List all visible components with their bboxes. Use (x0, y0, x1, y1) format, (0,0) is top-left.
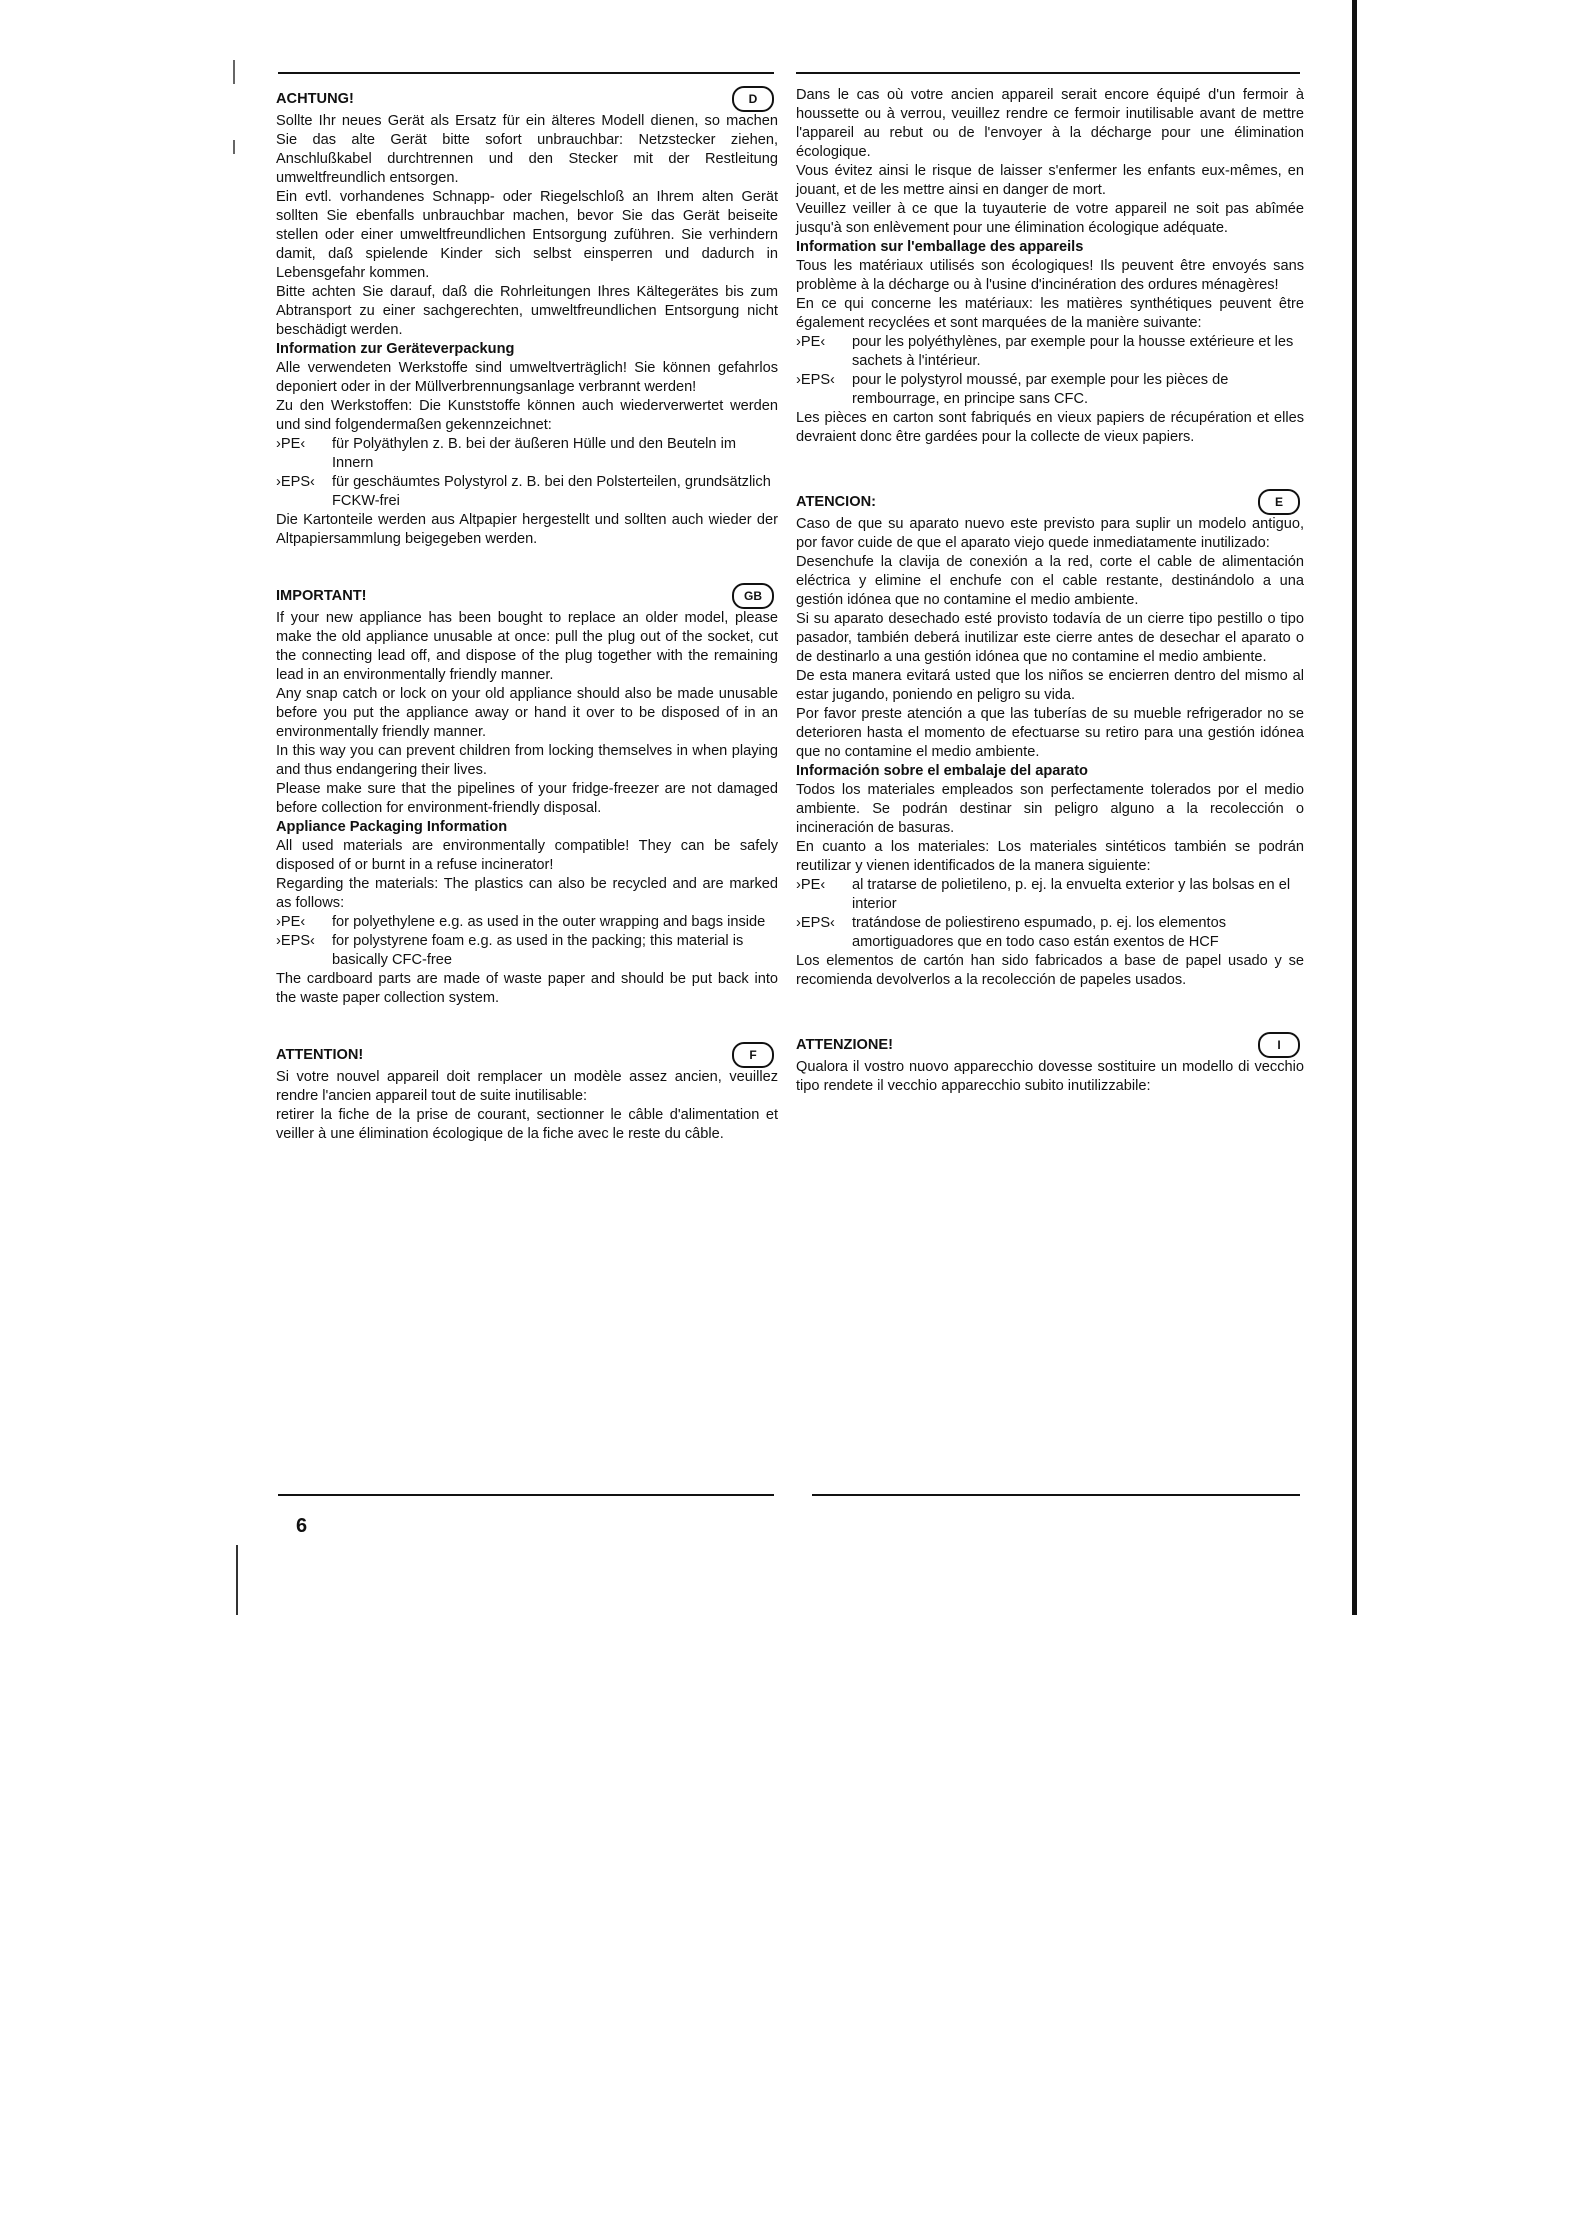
paragraph: The cardboard parts are made of waste paper and should be put back into the waste paper collection system. (276, 971, 778, 1006)
packaging-heading: Appliance Packaging Information (276, 819, 508, 835)
language-badge: E (1258, 489, 1300, 515)
language-badge: D (732, 86, 774, 112)
list-item (276, 913, 778, 932)
paragraph: Por favor preste atención a que las tuberías de su mueble refrigerador no se deterioren hasta el momento de efectuarse su retiro para una gestión idónea que no contamine el medio ambiente. (796, 706, 1304, 760)
left-column (276, 86, 778, 1144)
material-tag: ›EPS‹ (796, 915, 835, 931)
scan-edge-line (236, 1545, 238, 1615)
language-badge: I (1258, 1032, 1300, 1058)
paragraph: Desenchufe la clavija de conexión a la red, corte el cable de alimentación eléctrica y elimine el enchufe con el cable restante, destinándolo a una gestión idónea que no contamine el medio ambiente. (796, 554, 1304, 608)
paragraph: Los elementos de cartón han sido fabricados a base de papel usado y se recomienda devolverlos a la recolección de papeles usados. (796, 953, 1304, 988)
packaging-heading: Information sur l'emballage des appareils (796, 239, 1084, 255)
scan-edge-line (1352, 0, 1357, 1615)
packaging-heading: Información sobre el embalaje del aparato (796, 763, 1088, 779)
scan-mark (233, 140, 235, 154)
material-tag: ›EPS‹ (796, 372, 835, 388)
section-de (276, 86, 778, 549)
top-rule-right (796, 72, 1300, 74)
paragraph: Todos los materiales empleados son perfectamente tolerados por el medio ambiente. Se podrán destinar sin peligro alguno a la recolección o incineración de basuras. (796, 782, 1304, 836)
paragraph: In this way you can prevent children from locking themselves in when playing and thus endangering their lives. (276, 743, 778, 778)
paragraph: Sollte Ihr neues Gerät als Ersatz für ein älteres Modell dienen, so machen Sie das alte Gerät bitte sofort unbrauchbar: Netzstecker ziehen, Anschlußkabel durchtrennen und den Stecker mit der Restleitung umweltfreundlich entsorgen. (276, 113, 778, 186)
language-badge: F (732, 1042, 774, 1068)
material-text: pour les polyéthylènes, par exemple pour la housse extérieure et les sachets à l'intérieur. (852, 334, 1294, 369)
paragraph: Caso de que su aparato nuevo este previsto para suplir un modelo antiguo, por favor cuide de que el aparato viejo quede inmediatamente inutilizado: (796, 516, 1304, 551)
page-number: 6 (296, 1515, 308, 1537)
section-heading (276, 583, 778, 609)
paragraph: Die Kartonteile werden aus Altpapier hergestellt und sollten auch wieder der Altpapiersammlung beigegeben werden. (276, 512, 778, 547)
heading-text: IMPORTANT! (276, 587, 367, 604)
section-heading (276, 86, 778, 112)
material-text: für geschäumtes Polystyrol z. B. bei den Polsterteilen, grundsätzlich FCKW-frei (332, 474, 771, 509)
material-tag: ›PE‹ (796, 334, 826, 350)
paragraph: Vous évitez ainsi le risque de laisser s'enfermer les enfants eux-mêmes, en jouant, et de les mettre ainsi en danger de mort. (796, 163, 1304, 198)
paragraph: En cuanto a los materiales: Los materiales sintéticos también se podrán reutilizar y vienen identificados de la manera siguiente: (796, 839, 1304, 874)
list-item (796, 333, 1304, 371)
section-heading (276, 1042, 778, 1068)
list-item (276, 435, 778, 473)
heading-text: ACHTUNG! (276, 90, 354, 107)
paragraph: Qualora il vostro nuovo apparecchio dovesse sostituire un modello di vecchio tipo rendete il vecchio apparecchio subito inutilizzabile: (796, 1059, 1304, 1094)
paragraph: Tous les matériaux utilisés son écologiques! Ils peuvent être envoyés sans problème à la décharge ou à l'usine d'incinération des ordures ménagères! (796, 258, 1304, 293)
list-item (276, 932, 778, 970)
language-badge: GB (732, 583, 774, 609)
paragraph: Regarding the materials: The plastics can also be recycled and are marked as follows: (276, 876, 778, 911)
paragraph: Si su aparato desechado esté provisto todavía de un cierre tipo pestillo o tipo pasador, también deberá inutilizar este cierre antes de desechar el aparato o de destinarlo a una gestión idónea que no contamine el medio ambiente. (796, 611, 1304, 665)
section-fr-start (276, 1042, 778, 1144)
paragraph: Bitte achten Sie darauf, daß die Rohrleitungen Ihres Kältegerätes bis zum Abtransport zu einer sachgerechten, umweltfreundlichen Entsorgung nicht beschädigt werden. (276, 284, 778, 338)
paragraph: All used materials are environmentally compatible! They can be safely disposed of or burnt in a refuse incinerator! (276, 838, 778, 873)
paragraph: If your new appliance has been bought to replace an older model, please make the old appliance unusable at once: pull the plug out of the socket, cut the connecting lead off, and dispose of the plug together with the remaining lead in an environmentally friendly manner. (276, 610, 778, 683)
right-column (796, 86, 1304, 1096)
paragraph: En ce qui concerne les matériaux: les matières synthétiques peuvent être également recyclées et sont marquées de la manière suivante: (796, 296, 1304, 331)
paragraph: Ein evtl. vorhandenes Schnapp- oder Riegelschloß an Ihrem alten Gerät sollten Sie ebenfalls unbrauchbar machen, bevor Sie das Gerät beiseite stellen oder einer umweltfreundlichen Entsorgung zuführen. Sie verhindern damit, daß spielende Kinder sich selbst einsperren und dadurch in Lebensgefahr kommen. (276, 189, 778, 281)
paragraph: Alle verwendeten Werkstoffe sind umweltverträglich! Sie können gefahrlos deponiert oder in der Müllverbrennungsanlage verbrannt werden! (276, 360, 778, 395)
paragraph: Si votre nouvel appareil doit remplacer un modèle assez ancien, veuillez rendre l'ancien appareil tout de suite inutilisable: (276, 1069, 778, 1104)
material-tag: ›PE‹ (796, 877, 826, 893)
material-tag: ›EPS‹ (276, 474, 315, 490)
paragraph: Any snap catch or lock on your old appliance should also be made unusable before you put the appliance away or hand it over to be disposed of in an environmentally friendly manner. (276, 686, 778, 740)
list-item (796, 914, 1304, 952)
section-gb (276, 583, 778, 1008)
paragraph: Dans le cas où votre ancien appareil serait encore équipé d'un fermoir à houssette ou à verrou, veuillez rendre ce fermoir inutilisable avant de mettre l'appareil au rebut ou de l'envoyer à la décharge pour une élimination écologique. (796, 87, 1304, 160)
bottom-rule-right (812, 1494, 1300, 1496)
paragraph: Veuillez veiller à ce que la tuyauterie de votre appareil ne soit pas abîmée jusqu'à son enlèvement pour une élimination écologique adéquate. (796, 201, 1304, 236)
material-tag: ›EPS‹ (276, 933, 315, 949)
material-text: für Polyäthylen z. B. bei der äußeren Hülle und den Beuteln im Innern (332, 436, 736, 471)
paragraph: Please make sure that the pipelines of your fridge-freezer are not damaged before collection for environment-friendly disposal. (276, 781, 778, 816)
bottom-rule-left (278, 1494, 774, 1496)
heading-text: ATTENZIONE! (796, 1036, 894, 1053)
packaging-heading: Information zur Geräteverpackung (276, 341, 515, 357)
section-heading (796, 489, 1304, 515)
section-heading (796, 1032, 1304, 1058)
paragraph: De esta manera evitará usted que los niños se encierren dentro del mismo al estar jugando, poniendo en peligro su vida. (796, 668, 1304, 703)
list-item (796, 876, 1304, 914)
paragraph: retirer la fiche de la prise de courant, sectionner le câble d'alimentation et veiller à une élimination écologique de la fiche avec le reste du câble. (276, 1107, 778, 1142)
material-text: for polystyrene foam e.g. as used in the packing; this material is basically CFC-free (332, 933, 744, 968)
material-text: al tratarse de polietileno, p. ej. la envuelta exterior y las bolsas en el interior (852, 877, 1291, 912)
top-rule-left (278, 72, 774, 74)
section-it-start (796, 1032, 1304, 1096)
material-tag: ›PE‹ (276, 436, 306, 452)
list-item (276, 473, 778, 511)
material-text: for polyethylene e.g. as used in the outer wrapping and bags inside (332, 914, 766, 930)
heading-text: ATTENTION! (276, 1046, 364, 1063)
section-es (796, 489, 1304, 990)
paragraph: Zu den Werkstoffen: Die Kunststoffe können auch wiederverwertet werden und sind folgendermaßen gekennzeichnet: (276, 398, 778, 433)
list-item (796, 371, 1304, 409)
paragraph: Les pièces en carton sont fabriqués en vieux papiers de récupération et elles devraient donc être gardées pour la collecte de vieux papiers. (796, 410, 1304, 445)
material-text: tratándose de poliestireno espumado, p. ej. los elementos amortiguadores que en todo caso están exentos de HCF (852, 915, 1226, 950)
section-fr-continued (796, 86, 1304, 447)
material-tag: ›PE‹ (276, 914, 306, 930)
scan-mark (233, 60, 235, 84)
material-text: pour le polystyrol moussé, par exemple pour les pièces de rembourrage, en principe sans CFC. (852, 372, 1229, 407)
heading-text: ATENCION: (796, 493, 876, 510)
